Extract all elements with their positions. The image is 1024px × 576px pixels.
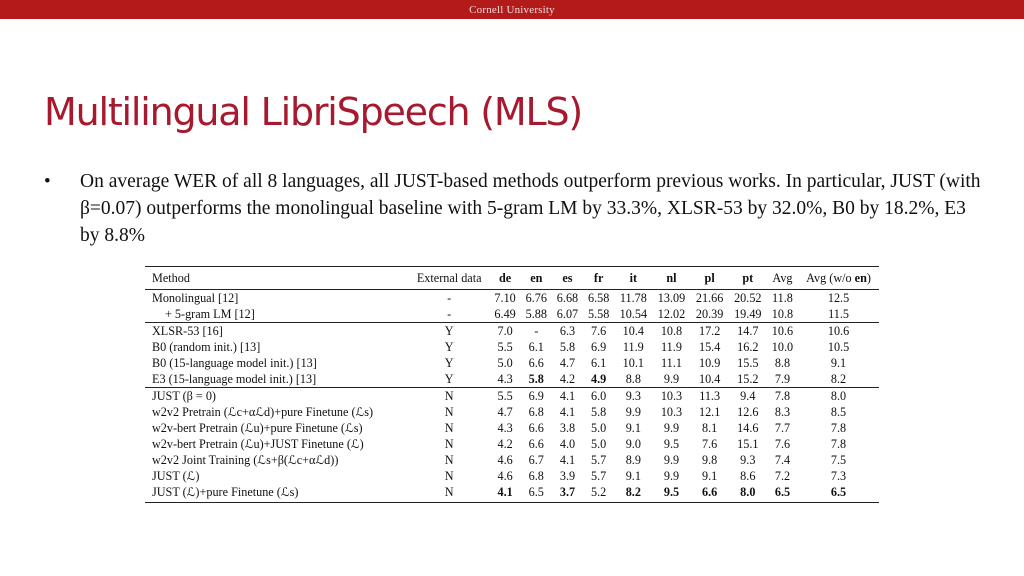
- cell-avg-wo-en: 7.8: [830, 437, 847, 451]
- cell-avg: 8.8: [774, 356, 791, 370]
- table-row: [145, 388, 879, 405]
- cell-method: JUST (ℒ): [152, 469, 200, 483]
- cell-es: 3.9: [559, 469, 576, 483]
- cell-pt: 14.7: [729, 323, 767, 340]
- cell-external-data: N: [444, 421, 454, 435]
- header-avg-wo-en: [798, 267, 879, 290]
- cell-method: w2v2 Joint Training (ℒs+β(ℒc+αℒd)): [152, 453, 339, 467]
- cell-avg-wo-en: 10.6: [798, 323, 879, 340]
- cell-method: JUST (β = 0): [145, 388, 409, 405]
- cell-en: 6.5: [521, 484, 552, 503]
- cell-it: 10.1: [622, 356, 644, 370]
- cell-de: 6.49: [494, 307, 516, 321]
- cell-de: 4.1: [490, 484, 521, 503]
- cell-pt: 15.2: [737, 372, 759, 386]
- cell-en: -: [521, 323, 552, 340]
- cell-method: + 5-gram LM [12]: [165, 307, 255, 321]
- cell-avg: 7.8: [767, 388, 798, 405]
- cell-it: 8.2: [614, 484, 652, 503]
- cell-pt: 15.5: [737, 356, 759, 370]
- cell-en: 6.9: [521, 388, 552, 405]
- cell-de: 7.10: [490, 290, 521, 307]
- cell-avg-wo-en: 6.5: [798, 484, 879, 503]
- cell-es: 4.1: [552, 388, 583, 405]
- cell-external-data: N: [444, 469, 454, 483]
- top-banner: [0, 0, 1024, 19]
- cell-method: E3 (15-language model init.) [13]: [152, 372, 317, 386]
- cell-avg-wo-en: 8.0: [798, 388, 879, 405]
- cell-es: 3.8: [559, 421, 576, 435]
- cell-external-data: N: [444, 453, 454, 467]
- cell-es: 6.3: [552, 323, 583, 340]
- header-avg-wo-lang: en: [854, 271, 867, 285]
- cell-es: 4.7: [559, 356, 576, 370]
- header-pl: pl: [691, 267, 729, 290]
- cell-avg: 7.2: [774, 469, 791, 483]
- header-pt: pt: [729, 267, 767, 290]
- cell-it: 9.1: [625, 421, 641, 435]
- cell-avg: 10.8: [771, 307, 794, 321]
- cell-nl: 10.8: [652, 323, 690, 340]
- cell-external-data: Y: [409, 323, 490, 340]
- cell-nl: 10.3: [660, 405, 683, 419]
- cell-fr: 7.6: [583, 323, 614, 340]
- cell-en: 6.8: [528, 405, 544, 419]
- cell-en: 6.76: [521, 290, 552, 307]
- table-row: [145, 323, 879, 340]
- table-row: [145, 306, 879, 323]
- cell-avg: 6.5: [767, 484, 798, 503]
- cell-pl: 17.2: [691, 323, 729, 340]
- cell-pl: 11.3: [691, 388, 729, 405]
- cell-it: 8.9: [625, 453, 641, 467]
- header-external-data: External data: [409, 267, 490, 290]
- cell-fr: 6.58: [583, 290, 614, 307]
- cell-method: w2v-bert Pretrain (ℒu)+pure Finetune (ℒs): [152, 421, 363, 435]
- institution-name: Cornell University: [469, 3, 555, 16]
- cell-pt: 15.1: [737, 437, 759, 451]
- cell-pl: 9.1: [702, 469, 718, 483]
- cell-nl: 9.5: [663, 437, 680, 451]
- cell-external-data: N: [444, 437, 454, 451]
- cell-it: 9.1: [625, 469, 641, 483]
- table-row: [145, 452, 879, 468]
- cell-avg-wo-en: 9.1: [830, 356, 847, 370]
- cell-method: XLSR-53 [16]: [145, 323, 409, 340]
- cell-pl: 6.6: [691, 484, 729, 503]
- cell-es: 4.0: [559, 437, 576, 451]
- cell-nl: 11.1: [661, 356, 682, 370]
- cell-nl: 9.9: [663, 421, 680, 435]
- cell-pl: 20.39: [695, 307, 724, 321]
- cell-avg: 7.6: [774, 437, 791, 451]
- cell-it: 11.78: [614, 290, 652, 307]
- cell-it: 9.9: [625, 405, 641, 419]
- cell-method: Monolingual [12]: [145, 290, 409, 307]
- cell-fr: 6.0: [583, 388, 614, 405]
- table-row: [145, 420, 879, 436]
- cell-de: 7.0: [490, 323, 521, 340]
- cell-en: 6.8: [528, 469, 544, 483]
- cell-external-data: N: [409, 484, 490, 503]
- header-es: es: [552, 267, 583, 290]
- results-table: [145, 266, 879, 503]
- cell-pl: 10.4: [698, 372, 721, 386]
- header-it: it: [614, 267, 652, 290]
- cell-es: 4.1: [559, 453, 576, 467]
- cell-de: 5.5: [490, 388, 521, 405]
- cell-nl: 11.9: [661, 340, 682, 354]
- bullet-point: [44, 168, 984, 249]
- cell-pl: 15.4: [698, 340, 721, 354]
- cell-pl: 9.8: [702, 453, 718, 467]
- cell-avg-wo-en: 8.5: [830, 405, 847, 419]
- results-table-container: [145, 266, 879, 503]
- cell-avg: 8.3: [774, 405, 791, 419]
- cell-de: 5.0: [497, 356, 513, 370]
- cell-method: B0 (15-language model init.) [13]: [152, 356, 317, 370]
- cell-de: 4.2: [497, 437, 513, 451]
- cell-es: 3.7: [552, 484, 583, 503]
- cell-it: 9.3: [614, 388, 652, 405]
- cell-avg-wo-en: 11.5: [828, 307, 849, 321]
- cell-pt: 20.52: [729, 290, 767, 307]
- cell-external-data: Y: [444, 356, 454, 370]
- cell-external-data: N: [444, 405, 454, 419]
- table-row: [145, 371, 879, 388]
- cell-avg-wo-en: 7.5: [830, 453, 847, 467]
- cell-pt: 9.3: [740, 453, 756, 467]
- cell-fr: 5.0: [591, 437, 607, 451]
- cell-avg-wo-en: 12.5: [798, 290, 879, 307]
- table-row: [145, 484, 879, 503]
- bullet-marker: •: [44, 171, 51, 192]
- cell-en: 5.88: [525, 307, 547, 321]
- cell-method: w2v-bert Pretrain (ℒu)+JUST Finetune (ℒ): [152, 437, 364, 451]
- bullet-text: On average WER of all 8 languages, all JUST-based methods outperform previous works. In particular, JUST (with β=0.07) outperforms the monolingual baseline with 5-gram LM by 33.3%, XLSR-53 by 32.0%, B0 by 18.2%, E3 by 8.8%: [80, 171, 981, 246]
- cell-fr: 6.1: [591, 356, 607, 370]
- cell-external-data: -: [409, 290, 490, 307]
- cell-nl: 9.9: [663, 372, 680, 386]
- table-body: [145, 290, 879, 503]
- cell-pt: 16.2: [737, 340, 759, 354]
- cell-de: 4.3: [497, 372, 513, 386]
- header-avg-wo-prefix: Avg (w/o: [806, 271, 855, 285]
- table-row: [145, 339, 879, 355]
- header-de: de: [490, 267, 521, 290]
- cell-nl: 9.9: [663, 453, 680, 467]
- cell-avg-wo-en: 7.8: [830, 421, 847, 435]
- cell-en: 6.7: [528, 453, 544, 467]
- header-en: en: [521, 267, 552, 290]
- cell-pt: 14.6: [737, 421, 759, 435]
- cell-fr: 4.9: [591, 372, 607, 386]
- cell-it: 9.0: [625, 437, 641, 451]
- header-method: Method: [145, 267, 409, 290]
- cell-fr: 5.7: [591, 469, 607, 483]
- cell-en: 6.1: [528, 340, 544, 354]
- cell-avg-wo-en: 7.3: [830, 469, 847, 483]
- cell-method: JUST (ℒ)+pure Finetune (ℒs): [145, 484, 409, 503]
- cell-it: 11.9: [622, 340, 644, 354]
- cell-de: 4.7: [497, 405, 513, 419]
- table-row: [145, 290, 879, 307]
- table-header-row: [145, 267, 879, 290]
- cell-nl: 9.5: [652, 484, 690, 503]
- table-row: [145, 404, 879, 420]
- cell-pt: 19.49: [734, 307, 762, 321]
- cell-avg: 7.4: [774, 453, 791, 467]
- cell-en: 5.8: [528, 372, 544, 386]
- cell-fr: 5.8: [591, 405, 607, 419]
- header-avg: Avg: [767, 267, 798, 290]
- cell-avg: 10.0: [771, 340, 794, 354]
- cell-fr: 6.9: [591, 340, 607, 354]
- cell-pt: 9.4: [729, 388, 767, 405]
- cell-avg: 7.9: [774, 372, 791, 386]
- cell-pl: 21.66: [691, 290, 729, 307]
- cell-external-data: Y: [444, 340, 454, 354]
- cell-avg: 7.7: [774, 421, 791, 435]
- cell-avg-wo-en: 8.2: [830, 372, 847, 386]
- cell-pt: 8.6: [740, 469, 756, 483]
- cell-de: 5.5: [497, 340, 513, 354]
- cell-es: 4.2: [559, 372, 576, 386]
- cell-method: B0 (random init.) [13]: [152, 340, 261, 354]
- cell-pt: 12.6: [737, 405, 759, 419]
- cell-pl: 8.1: [702, 421, 718, 435]
- cell-pl: 12.1: [698, 405, 721, 419]
- slide-title: Multilingual LibriSpeech (MLS): [44, 90, 583, 134]
- header-avg-wo-suffix: ): [866, 271, 871, 285]
- cell-avg-wo-en: 10.5: [827, 340, 850, 354]
- cell-fr: 5.2: [583, 484, 614, 503]
- cell-it: 8.8: [625, 372, 641, 386]
- cell-external-data: Y: [444, 372, 454, 386]
- cell-es: 6.68: [552, 290, 583, 307]
- cell-avg: 11.8: [767, 290, 798, 307]
- cell-en: 6.6: [528, 437, 544, 451]
- cell-avg: 10.6: [767, 323, 798, 340]
- header-fr: fr: [583, 267, 614, 290]
- cell-fr: 5.58: [587, 307, 610, 321]
- cell-nl: 12.02: [657, 307, 686, 321]
- cell-de: 4.3: [497, 421, 513, 435]
- cell-it: 10.4: [614, 323, 652, 340]
- table-row: [145, 436, 879, 452]
- cell-es: 6.07: [556, 307, 579, 321]
- cell-method: w2v2 Pretrain (ℒc+αℒd)+pure Finetune (ℒs): [152, 405, 374, 419]
- cell-nl: 9.9: [663, 469, 680, 483]
- table-row: [145, 468, 879, 484]
- cell-external-data: N: [409, 388, 490, 405]
- cell-es: 4.1: [559, 405, 576, 419]
- cell-de: 4.6: [497, 469, 513, 483]
- cell-pt: 8.0: [729, 484, 767, 503]
- cell-en: 6.6: [528, 356, 544, 370]
- cell-de: 4.6: [497, 453, 513, 467]
- cell-nl: 10.3: [652, 388, 690, 405]
- header-nl: nl: [652, 267, 690, 290]
- cell-external-data: -: [447, 307, 452, 321]
- cell-pl: 10.9: [698, 356, 721, 370]
- cell-en: 6.6: [528, 421, 544, 435]
- cell-es: 5.8: [559, 340, 576, 354]
- cell-fr: 5.0: [591, 421, 607, 435]
- cell-it: 10.54: [619, 307, 648, 321]
- cell-fr: 5.7: [591, 453, 607, 467]
- cell-pl: 7.6: [702, 437, 718, 451]
- table-row: [145, 355, 879, 371]
- cell-nl: 13.09: [652, 290, 690, 307]
